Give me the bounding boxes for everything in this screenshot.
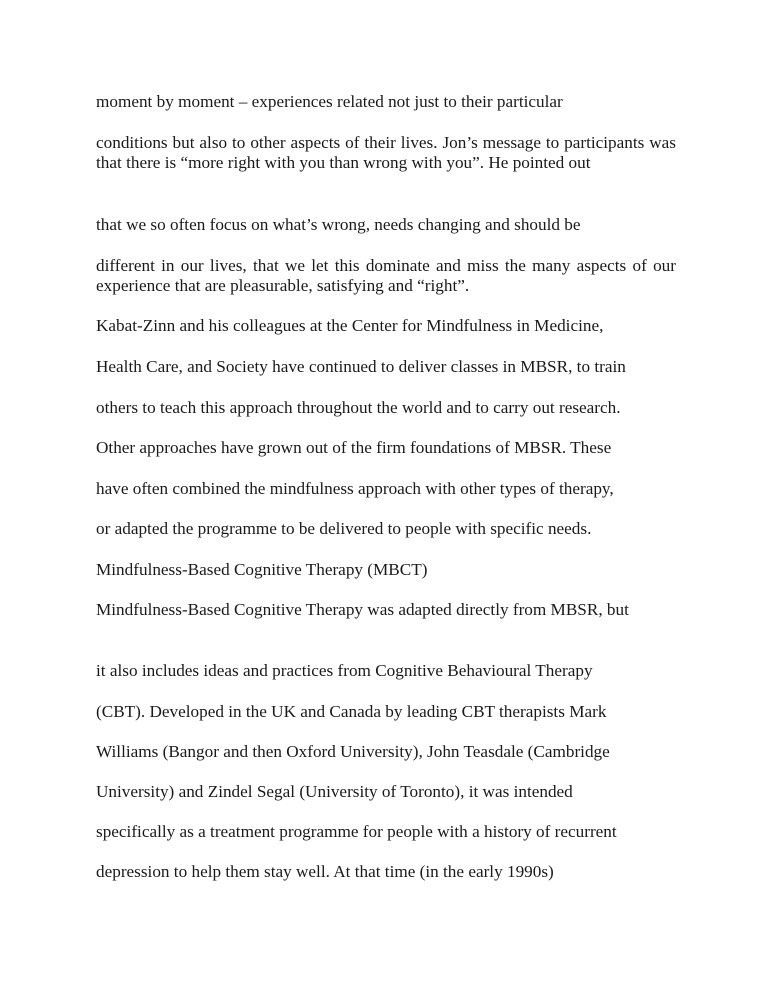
text-line: (CBT). Developed in the UK and Canada by leading CBT therapists Mark [96,702,607,721]
text-paragraph: Mindfulness-Based Cognitive Therapy was adapted directly from MBSR, but [96,600,629,619]
text-paragraph: different in our lives, that we let this dominate and miss the many aspects of our experience that are pleasurable, satisfying and “right”. [96,256,676,295]
text-line: depression to help them stay well. At that time (in the early 1990s) [96,862,554,881]
text-paragraph: conditions but also to other aspects of their lives. Jon’s message to participants was that there is “more right with you than wrong with you”. He pointed out [96,133,676,172]
text-line: Other approaches have grown out of the firm foundations of MBSR. These [96,438,612,457]
text-line: University) and Zindel Segal (University of Toronto), it was intended [96,782,573,801]
text-line: Williams (Bangor and then Oxford University), John Teasdale (Cambridge [96,742,610,761]
text-line: Kabat-Zinn and his colleagues at the Center for Mindfulness in Medicine, [96,316,604,335]
text-line: or adapted the programme to be delivered to people with specific needs. [96,519,592,538]
text-line: others to teach this approach throughout the world and to carry out research. [96,398,621,417]
text-line: it also includes ideas and practices from Cognitive Behavioural Therapy [96,661,593,680]
text-line: moment by moment – experiences related not just to their particular [96,92,563,111]
text-line: Health Care, and Society have continued to deliver classes in MBSR, to train [96,357,626,376]
section-heading: Mindfulness-Based Cognitive Therapy (MBCT) [96,560,428,579]
text-line: specifically as a treatment programme for people with a history of recurrent [96,822,617,841]
text-line: have often combined the mindfulness approach with other types of therapy, [96,479,614,498]
text-line: that we so often focus on what’s wrong, needs changing and should be [96,215,581,234]
